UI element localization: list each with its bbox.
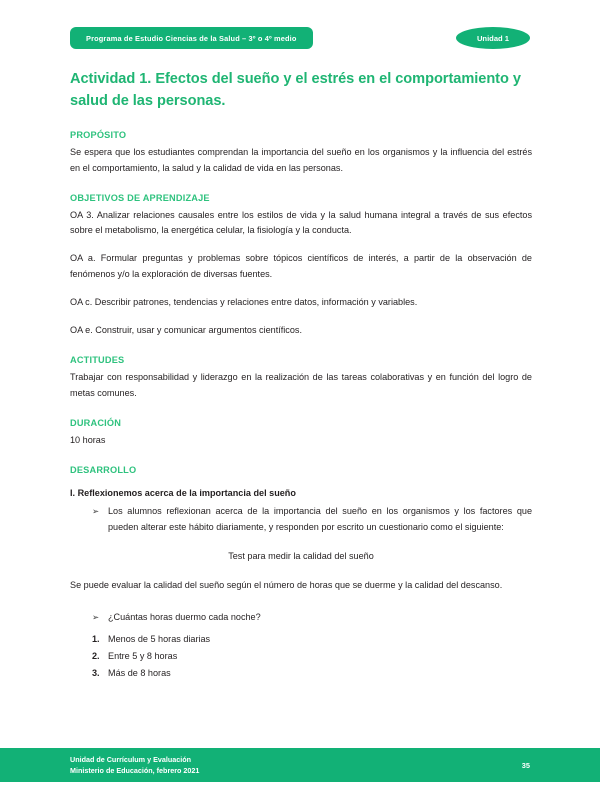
objetivo-item: OA e. Construir, usar y comunicar argumentos científicos. xyxy=(70,325,302,336)
proposito-body: Se espera que los estudiantes comprendan la importancia del sueño en los organismos y la influencia del estrés en el comportamiento, la salud y la calidad de vida en las personas. xyxy=(70,147,532,173)
list-item xyxy=(70,504,532,535)
question-text: ¿Cuántas horas duermo cada noche? xyxy=(108,612,261,623)
section-heading-desarrollo: DESARROLLO xyxy=(70,465,137,476)
list-item xyxy=(70,666,532,681)
duracion-body: 10 horas xyxy=(70,435,106,445)
section-heading-actitudes: ACTITUDES xyxy=(70,355,125,366)
option-text: Entre 5 y 8 horas xyxy=(108,650,178,661)
section-duracion xyxy=(70,418,532,448)
page-footer xyxy=(0,748,600,782)
list-item xyxy=(70,649,532,664)
section-actitudes xyxy=(70,355,532,401)
page-number: 35 xyxy=(521,760,530,770)
arrow-bullet-icon: ➢ xyxy=(92,612,100,623)
option-marker: 1. xyxy=(92,633,100,644)
page-content xyxy=(70,68,532,683)
objetivo-item: OA c. Describir patrones, tendencias y relaciones entre datos, información y variables. xyxy=(70,296,418,307)
section-heading-objetivos: OBJETIVOS DE APRENDIZAJE xyxy=(70,192,210,203)
unit-badge: Unidad 1 xyxy=(456,27,530,49)
bullet-text: Los alumnos reflexionan acerca de la importancia del sueño en los organismos y los factores que pueden alterar este hábito diariamente, y responden por escrito un cuestionario como el siguiente: xyxy=(108,506,532,532)
option-text: Más de 8 horas xyxy=(108,668,171,679)
page-title: Actividad 1. Efectos del sueño y el estrés en el comportamiento y salud de las personas. xyxy=(70,71,521,110)
list-item-question xyxy=(70,610,532,625)
section-proposito xyxy=(70,130,532,176)
test-title: Test para medir la calidad del sueño xyxy=(228,550,374,561)
section-desarrollo xyxy=(70,465,532,681)
footer-line-1: Unidad de Currículum y Evaluación xyxy=(70,754,192,764)
objetivo-item: OA a. Formular preguntas y problemas sobre tópicos científicos de interés, a partir de la observación de fenómenos y/o la exploración de diversas fuentes. xyxy=(70,253,532,279)
objetivo-item: OA 3. Analizar relaciones causales entre los estilos de vida y la salud humana integral a través de sus efectos sobre el metabolismo, la energética celular, la fisiología y la conducta. xyxy=(70,209,532,236)
desarrollo-intro-text: Se puede evaluar la calidad del sueño según el número de horas que se duerme y la calidad del descanso. xyxy=(70,580,503,591)
arrow-bullet-icon: ➢ xyxy=(92,506,100,517)
list-item xyxy=(70,632,532,647)
page-header xyxy=(70,27,530,49)
option-marker: 3. xyxy=(92,668,100,679)
section-heading-proposito: PROPÓSITO xyxy=(70,130,127,141)
option-marker: 2. xyxy=(92,650,100,661)
section-objetivos xyxy=(70,193,532,339)
actitudes-body: Trabajar con responsabilidad y liderazgo en la realización de las tareas colaborativas y en función del logro de metas comunes. xyxy=(70,372,532,398)
section-heading-duracion: DURACIÓN xyxy=(70,418,122,428)
footer-credits xyxy=(70,754,199,776)
option-text: Menos de 5 horas diarias xyxy=(108,633,211,644)
footer-line-2: Ministerio de Educación, febrero 2021 xyxy=(70,766,200,775)
desarrollo-subheading: I. Reflexionemos acerca de la importancia del sueño xyxy=(70,488,296,499)
program-badge: Programa de Estudio Ciencias de la Salud – 3º o 4º medio xyxy=(70,27,313,49)
